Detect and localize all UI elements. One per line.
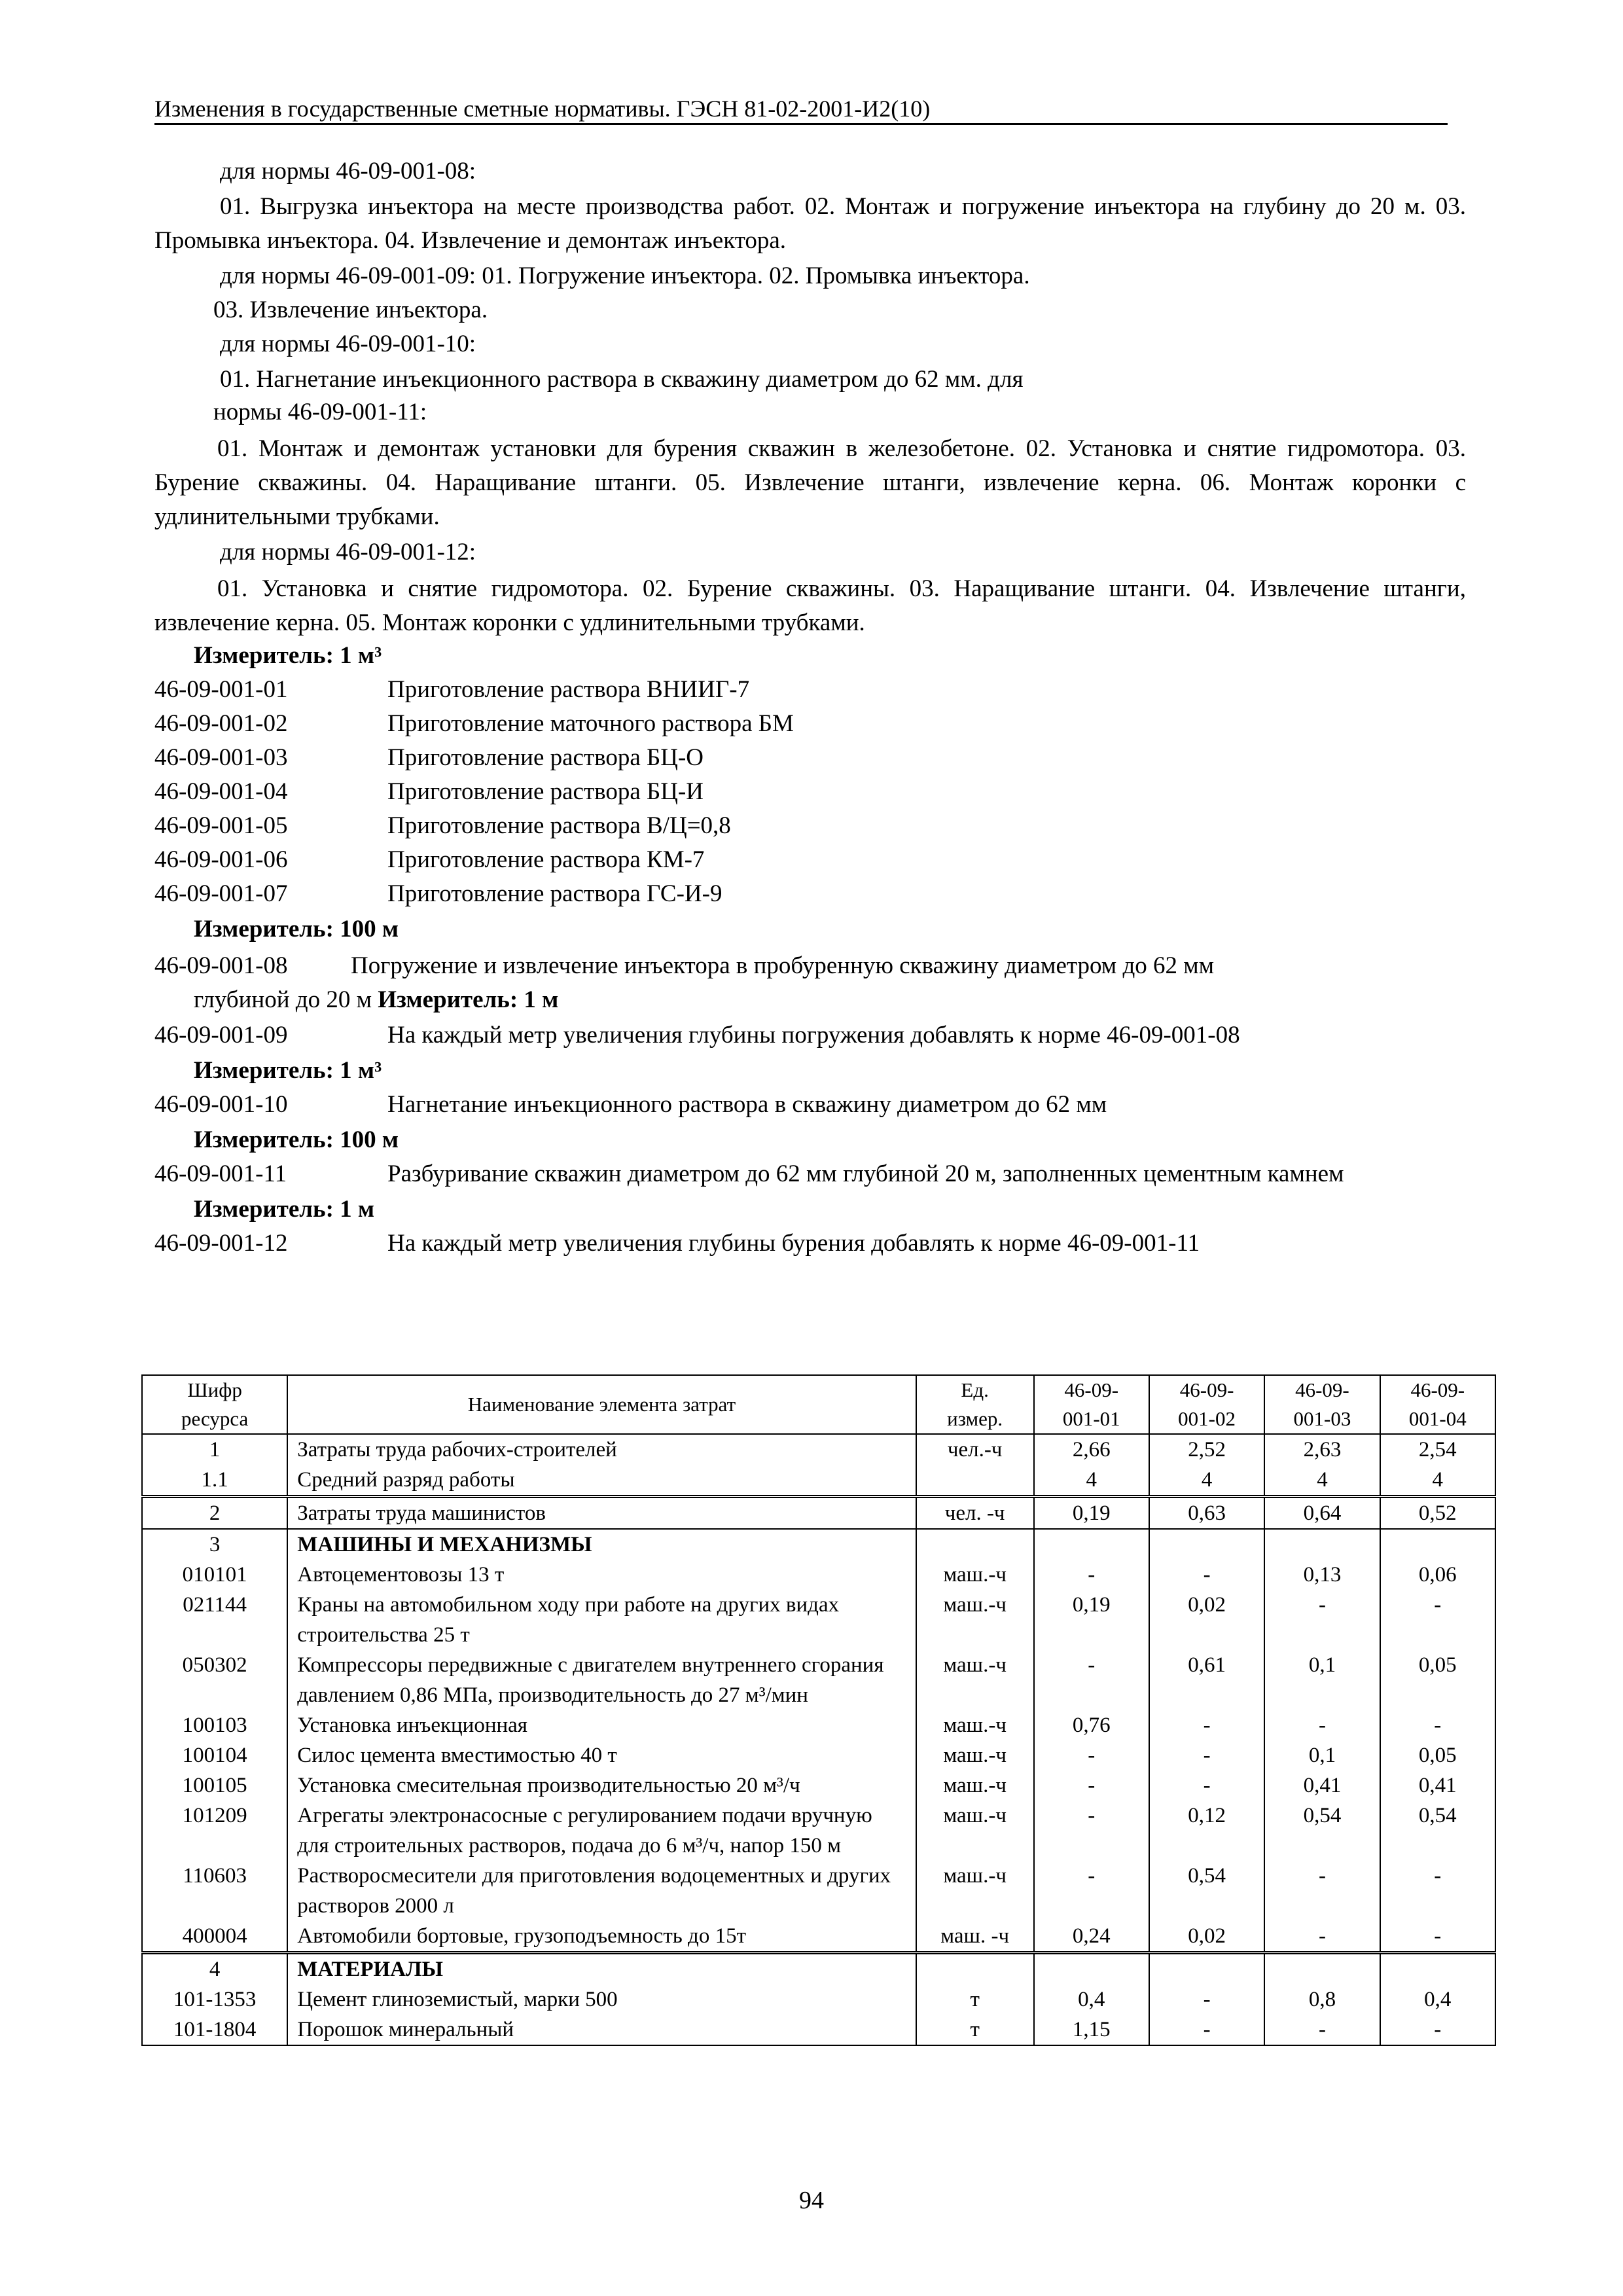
- cell-value: 0,02: [1149, 1921, 1264, 1953]
- cell-name: МАШИНЫ И МЕХАНИЗМЫ: [287, 1529, 916, 1560]
- cell-name: Агрегаты электронасосные с регулированием подачи вручную для строительных растворов, подача до 6 м³/ч, напор 150 м: [287, 1801, 916, 1861]
- header-code-line2: ресурса: [181, 1407, 249, 1430]
- header-col-line2: 001-04: [1408, 1407, 1467, 1430]
- cell-value: -: [1264, 1921, 1380, 1953]
- norm-text: Приготовление раствора БЦ-О: [387, 744, 704, 771]
- measure-label: Измеритель: 100 м: [194, 1126, 399, 1153]
- cell-value: [1149, 1953, 1264, 1985]
- header-col-2: [1149, 1375, 1264, 1434]
- norm-text: Приготовление раствора ВНИИГ-7: [387, 676, 750, 703]
- norm-code: 46-09-001-12: [154, 1230, 288, 1257]
- norm-text: Приготовление раствора БЦ-И: [387, 778, 704, 805]
- norm-code: 46-09-001-07: [154, 880, 288, 907]
- norm-text: Разбуривание скважин диаметром до 62 мм глубиной 20 м, заполненных цементным камнем: [387, 1160, 1344, 1187]
- measure-label: Измеритель: 1 м³: [194, 642, 382, 669]
- cell-unit: [916, 1953, 1034, 1985]
- paragraph: 03. Извлечение инъектора.: [213, 296, 488, 323]
- cell-value: -: [1380, 1590, 1495, 1650]
- cell-value: [1264, 1953, 1380, 1985]
- cell-value: 0,06: [1380, 1560, 1495, 1590]
- norm-code: 46-09-001-02: [154, 710, 288, 737]
- cell-name: Автомобили бортовые, грузоподъемность до 15т: [287, 1921, 916, 1953]
- paragraph: для нормы 46-09-001-10:: [220, 331, 476, 357]
- cell-value: 0,54: [1264, 1801, 1380, 1861]
- header-col-line1: 46-09-: [1064, 1378, 1119, 1401]
- cell-name: Силос цемента вместимостью 40 т: [287, 1740, 916, 1770]
- cell-value: -: [1149, 1770, 1264, 1801]
- cell-value: 0,05: [1380, 1740, 1495, 1770]
- cell-code: 100104: [142, 1740, 287, 1770]
- cell-name: Установка инъекционная: [287, 1710, 916, 1740]
- table-row: [142, 1590, 1495, 1650]
- cell-code: 100105: [142, 1770, 287, 1801]
- table-row: [142, 1529, 1495, 1560]
- cell-unit: чел. -ч: [916, 1497, 1034, 1530]
- norm-code: 46-09-001-04: [154, 778, 288, 805]
- cell-name: Растворосмесители для приготовления водоцементных и других растворов 2000 л: [287, 1861, 916, 1921]
- header-unit-line1: Ед.: [961, 1378, 989, 1401]
- header-col-4: [1380, 1375, 1495, 1434]
- table-row: [142, 1740, 1495, 1770]
- table-row: [142, 1921, 1495, 1953]
- cell-value: -: [1264, 2015, 1380, 2045]
- norm-code: 46-09-001-03: [154, 744, 288, 771]
- cell-value: 0,4: [1034, 1984, 1149, 2015]
- cell-value: -: [1034, 1740, 1149, 1770]
- cell-value: -: [1034, 1560, 1149, 1590]
- table-row: [142, 1861, 1495, 1921]
- cell-value: [1034, 1529, 1149, 1560]
- cell-unit: маш. -ч: [916, 1921, 1034, 1953]
- cell-value: -: [1149, 1560, 1264, 1590]
- cell-value: 4: [1380, 1465, 1495, 1497]
- norm-text: Приготовление маточного раствора БМ: [387, 710, 794, 737]
- paragraph: 01. Монтаж и демонтаж установки для бурения скважин в железобетоне. 02. Установка и снятие гидромотора. 03. Бурение скважины. 04. Наращивание штанги. 05. Извлечение штанги, извлечение керна. 06. Монтаж коронки с удлинительными трубками.: [154, 435, 1466, 530]
- norm-text: На каждый метр увеличения глубины бурения добавлять к норме 46-09-001-11: [387, 1230, 1200, 1257]
- header-col-line1: 46-09-: [1179, 1378, 1234, 1401]
- cell-name: Затраты труда рабочих-строителей: [287, 1434, 916, 1465]
- header-col-3: [1264, 1375, 1380, 1434]
- cell-name: Средний разряд работы: [287, 1465, 916, 1497]
- cell-value: 0,12: [1149, 1801, 1264, 1861]
- cell-value: 0,02: [1149, 1590, 1264, 1650]
- cell-value: 0,54: [1149, 1861, 1264, 1921]
- cell-value: -: [1264, 1590, 1380, 1650]
- norm-text: На каждый метр увеличения глубины погружения добавлять к норме 46-09-001-08: [387, 1022, 1240, 1049]
- cell-unit: т: [916, 2015, 1034, 2045]
- cell-value: 4: [1149, 1465, 1264, 1497]
- norm-code: 46-09-001-11: [154, 1160, 287, 1187]
- measure-label: Измеритель: 100 м: [194, 916, 399, 942]
- cell-unit: маш.-ч: [916, 1590, 1034, 1650]
- measure-label: Измеритель: 1 м: [194, 1196, 375, 1223]
- cell-value: -: [1149, 2015, 1264, 2045]
- cell-value: [1034, 1953, 1149, 1985]
- page-number: 94: [799, 2187, 824, 2214]
- cell-value: [1380, 1529, 1495, 1560]
- cell-value: [1264, 1529, 1380, 1560]
- header-name: Наименование элемента затрат: [287, 1375, 916, 1434]
- header-col-line2: 001-03: [1293, 1407, 1351, 1430]
- cell-name: Установка смесительная производительностью 20 м³/ч: [287, 1770, 916, 1801]
- cell-value: 4: [1034, 1465, 1149, 1497]
- table-row: [142, 1650, 1495, 1710]
- measure-label: Измеритель: 1 м: [378, 986, 559, 1013]
- paragraph: 01. Выгрузка инъектора на месте производства работ. 02. Монтаж и погружение инъектора на глубину до 20 м. 03. Промывка инъектора. 04. Извлечение и демонтаж инъектора.: [154, 193, 1466, 254]
- cell-unit: [916, 1529, 1034, 1560]
- cell-value: [1380, 1953, 1495, 1985]
- cell-value: -: [1034, 1770, 1149, 1801]
- table-header-row: [142, 1375, 1495, 1434]
- norm-code: 46-09-001-09: [154, 1022, 288, 1049]
- norm-text: Приготовление раствора КМ-7: [387, 846, 705, 873]
- cell-code: 101209: [142, 1801, 287, 1861]
- cell-value: 0,63: [1149, 1497, 1264, 1530]
- cell-unit: т: [916, 1984, 1034, 2015]
- cell-value: 2,63: [1264, 1434, 1380, 1465]
- cell-value: 1,15: [1034, 2015, 1149, 2045]
- paragraph: для нормы 46-09-001-09: 01. Погружение инъектора. 02. Промывка инъектора.: [220, 262, 1030, 289]
- cell-value: [1149, 1529, 1264, 1560]
- cell-unit: маш.-ч: [916, 1740, 1034, 1770]
- header-code: [142, 1375, 287, 1434]
- cell-unit: чел.-ч: [916, 1434, 1034, 1465]
- cell-value: -: [1380, 1861, 1495, 1921]
- header-col-line1: 46-09-: [1295, 1378, 1349, 1401]
- cell-unit: маш.-ч: [916, 1801, 1034, 1861]
- cell-code: 110603: [142, 1861, 287, 1921]
- cell-code: 101-1804: [142, 2015, 287, 2045]
- norm-code: 46-09-001-06: [154, 846, 288, 873]
- header-code-line1: Шифр: [187, 1378, 242, 1401]
- table-row: [142, 1953, 1495, 1985]
- cell-name: МАТЕРИАЛЫ: [287, 1953, 916, 1985]
- norm-text: Приготовление раствора В/Ц=0,8: [387, 812, 731, 839]
- cell-value: 2,66: [1034, 1434, 1149, 1465]
- cell-value: -: [1380, 1921, 1495, 1953]
- table-row: [142, 1497, 1495, 1530]
- paragraph: 01. Установка и снятие гидромотора. 02. Бурение скважины. 03. Наращивание штанги. 04. Извлечение штанги, извлечение керна. 05. Монтаж коронки с удлинительными трубками.: [154, 575, 1466, 636]
- cell-value: 0,61: [1149, 1650, 1264, 1710]
- cell-value: 2,52: [1149, 1434, 1264, 1465]
- cell-code: 1.1: [142, 1465, 287, 1497]
- cell-value: -: [1264, 1861, 1380, 1921]
- cell-unit: маш.-ч: [916, 1560, 1034, 1590]
- cell-value: -: [1380, 2015, 1495, 2045]
- table-row: [142, 1560, 1495, 1590]
- norm-code: 46-09-001-05: [154, 812, 288, 839]
- cell-value: 0,64: [1264, 1497, 1380, 1530]
- norm-text: Нагнетание инъекционного раствора в скважину диаметром до 62 мм: [387, 1091, 1107, 1118]
- norm-code: 46-09-001-01: [154, 676, 288, 703]
- table-row: [142, 1770, 1495, 1801]
- cell-value: 0,41: [1380, 1770, 1495, 1801]
- resource-table: [141, 1374, 1496, 2046]
- cell-value: -: [1380, 1710, 1495, 1740]
- paragraph: нормы 46-09-001-11:: [213, 399, 427, 425]
- cell-value: 4: [1264, 1465, 1380, 1497]
- cell-name: Компрессоры передвижные с двигателем внутреннего сгорания давлением 0,86 МПа, производительность до 27 м³/мин: [287, 1650, 916, 1710]
- norm-text: Приготовление раствора ГС-И-9: [387, 880, 722, 907]
- cell-code: 010101: [142, 1560, 287, 1590]
- cell-name: Порошок минеральный: [287, 2015, 916, 2045]
- cell-value: -: [1149, 1710, 1264, 1740]
- table-row: [142, 1465, 1495, 1497]
- norm-text: Погружение и извлечение инъектора в пробуренную скважину диаметром до 62 мм: [351, 952, 1215, 979]
- norm-code: 46-09-001-08: [154, 952, 288, 979]
- header-col-line2: 001-02: [1178, 1407, 1236, 1430]
- cell-value: 0,19: [1034, 1590, 1149, 1650]
- cell-value: 0,4: [1380, 1984, 1495, 2015]
- cell-code: 400004: [142, 1921, 287, 1953]
- norm-text-cont: глубиной до 20 м: [194, 986, 372, 1013]
- cell-code: 021144: [142, 1590, 287, 1650]
- cell-value: 0,24: [1034, 1921, 1149, 1953]
- table-row: [142, 1434, 1495, 1465]
- header-col-line2: 001-01: [1062, 1407, 1120, 1430]
- paragraph: для нормы 46-09-001-08:: [220, 158, 476, 185]
- cell-value: -: [1264, 1710, 1380, 1740]
- cell-value: 2,54: [1380, 1434, 1495, 1465]
- cell-code: 2: [142, 1497, 287, 1530]
- paragraph: 01. Нагнетание инъекционного раствора в скважину диаметром до 62 мм. для: [220, 366, 1024, 393]
- cell-unit: маш.-ч: [916, 1650, 1034, 1710]
- norm-continuation: [194, 983, 558, 1017]
- cell-value: 0,52: [1380, 1497, 1495, 1530]
- cell-code: 101-1353: [142, 1984, 287, 2015]
- table-row: [142, 1801, 1495, 1861]
- norm-code: 46-09-001-10: [154, 1091, 288, 1118]
- header-unit: [916, 1375, 1034, 1434]
- cell-code: 4: [142, 1953, 287, 1985]
- cell-value: 0,13: [1264, 1560, 1380, 1590]
- header-unit-line2: измер.: [947, 1407, 1003, 1430]
- table-row: [142, 2015, 1495, 2045]
- cell-code: 050302: [142, 1650, 287, 1710]
- cell-value: -: [1034, 1801, 1149, 1861]
- running-header: Изменения в государственные сметные нормативы. ГЭСН 81-02-2001-И2(10): [154, 94, 1448, 125]
- cell-code: 1: [142, 1434, 287, 1465]
- cell-unit: маш.-ч: [916, 1861, 1034, 1921]
- cell-code: 100103: [142, 1710, 287, 1740]
- cell-name: Цемент глиноземистый, марки 500: [287, 1984, 916, 2015]
- measure-label: Измеритель: 1 м³: [194, 1057, 382, 1084]
- cell-value: 0,76: [1034, 1710, 1149, 1740]
- cell-value: 0,41: [1264, 1770, 1380, 1801]
- cell-unit: [916, 1465, 1034, 1497]
- cell-value: 0,05: [1380, 1650, 1495, 1710]
- cell-value: -: [1034, 1650, 1149, 1710]
- cell-value: 0,1: [1264, 1740, 1380, 1770]
- cell-name: Затраты труда машинистов: [287, 1497, 916, 1530]
- table-row: [142, 1984, 1495, 2015]
- cell-code: 3: [142, 1529, 287, 1560]
- cell-name: Автоцементовозы 13 т: [287, 1560, 916, 1590]
- header-col-1: [1034, 1375, 1149, 1434]
- cell-name: Краны на автомобильном ходу при работе на других видах строительства 25 т: [287, 1590, 916, 1650]
- cell-value: 0,54: [1380, 1801, 1495, 1861]
- cell-value: 0,19: [1034, 1497, 1149, 1530]
- cell-value: -: [1034, 1861, 1149, 1921]
- header-col-line1: 46-09-: [1410, 1378, 1465, 1401]
- cell-value: 0,1: [1264, 1650, 1380, 1710]
- cell-value: -: [1149, 1740, 1264, 1770]
- paragraph: для нормы 46-09-001-12:: [220, 539, 476, 565]
- table-row: [142, 1710, 1495, 1740]
- cell-unit: маш.-ч: [916, 1770, 1034, 1801]
- cell-value: -: [1149, 1984, 1264, 2015]
- cell-unit: маш.-ч: [916, 1710, 1034, 1740]
- cell-value: 0,8: [1264, 1984, 1380, 2015]
